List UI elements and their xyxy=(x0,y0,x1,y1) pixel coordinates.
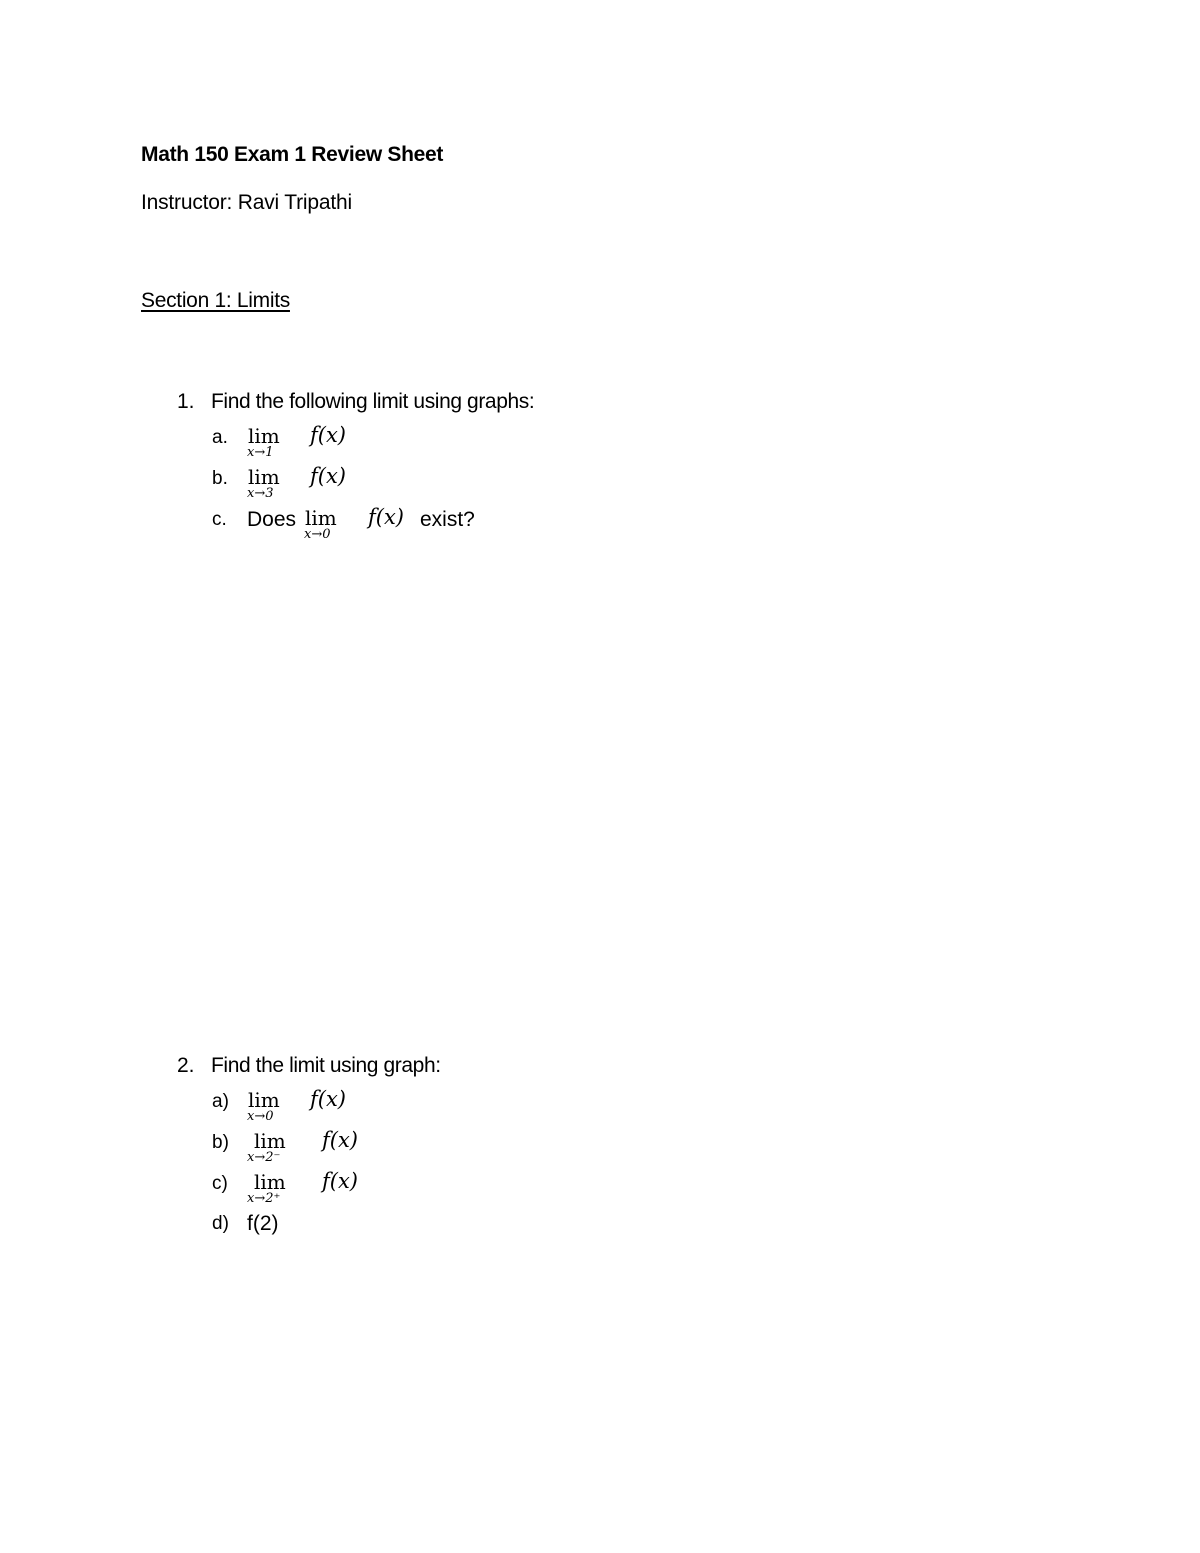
q2-part-b-lim: lim xyxy=(254,1129,286,1153)
question-1-prompt: Find the following limit using graphs: xyxy=(211,390,535,413)
q1-part-b-expression: f(x) xyxy=(310,464,347,488)
q1-part-a-marker: a. xyxy=(212,427,228,448)
q2-part-b-expression: f(x) xyxy=(322,1128,359,1152)
question-2-prompt: Find the limit using graph: xyxy=(211,1054,441,1077)
q2-part-b-marker: b) xyxy=(212,1132,229,1153)
q1-part-c-subscript: x→0 xyxy=(304,527,331,542)
document-title: Math 150 Exam 1 Review Sheet xyxy=(141,143,444,166)
q1-part-b-marker: b. xyxy=(212,468,228,489)
q1-part-a-expression: f(x) xyxy=(310,423,347,447)
q2-part-a-subscript: x→0 xyxy=(247,1109,274,1124)
q2-part-d-text: f(2) xyxy=(247,1212,279,1235)
q2-part-b-subscript: x→2⁻ xyxy=(247,1150,281,1165)
q1-part-b-lim: lim xyxy=(248,465,280,489)
q2-part-d-marker: d) xyxy=(212,1213,229,1234)
q1-part-a-lim: lim xyxy=(248,424,280,448)
q1-part-c-expression: f(x) xyxy=(368,505,405,529)
q1-part-c-suffix: exist? xyxy=(420,508,475,531)
question-2-number: 2. xyxy=(177,1054,195,1077)
q1-part-a-subscript: x→1 xyxy=(247,445,274,460)
q2-part-a-marker: a) xyxy=(212,1091,229,1112)
section-heading: Section 1: Limits xyxy=(141,289,290,312)
q2-part-c-expression: f(x) xyxy=(322,1169,359,1193)
question-1-number: 1. xyxy=(177,390,195,413)
q1-part-b-subscript: x→3 xyxy=(247,486,274,501)
q1-part-c-lim: lim xyxy=(305,506,337,530)
q2-part-a-lim: lim xyxy=(248,1088,280,1112)
q2-part-c-marker: c) xyxy=(212,1173,228,1194)
q1-part-c-marker: c. xyxy=(212,509,227,530)
q2-part-a-expression: f(x) xyxy=(310,1087,347,1111)
q2-part-c-lim: lim xyxy=(254,1170,286,1194)
q1-part-c-prefix: Does xyxy=(247,508,297,531)
instructor-line: Instructor: Ravi Tripathi xyxy=(141,191,352,214)
q2-part-c-subscript: x→2⁺ xyxy=(247,1191,281,1206)
